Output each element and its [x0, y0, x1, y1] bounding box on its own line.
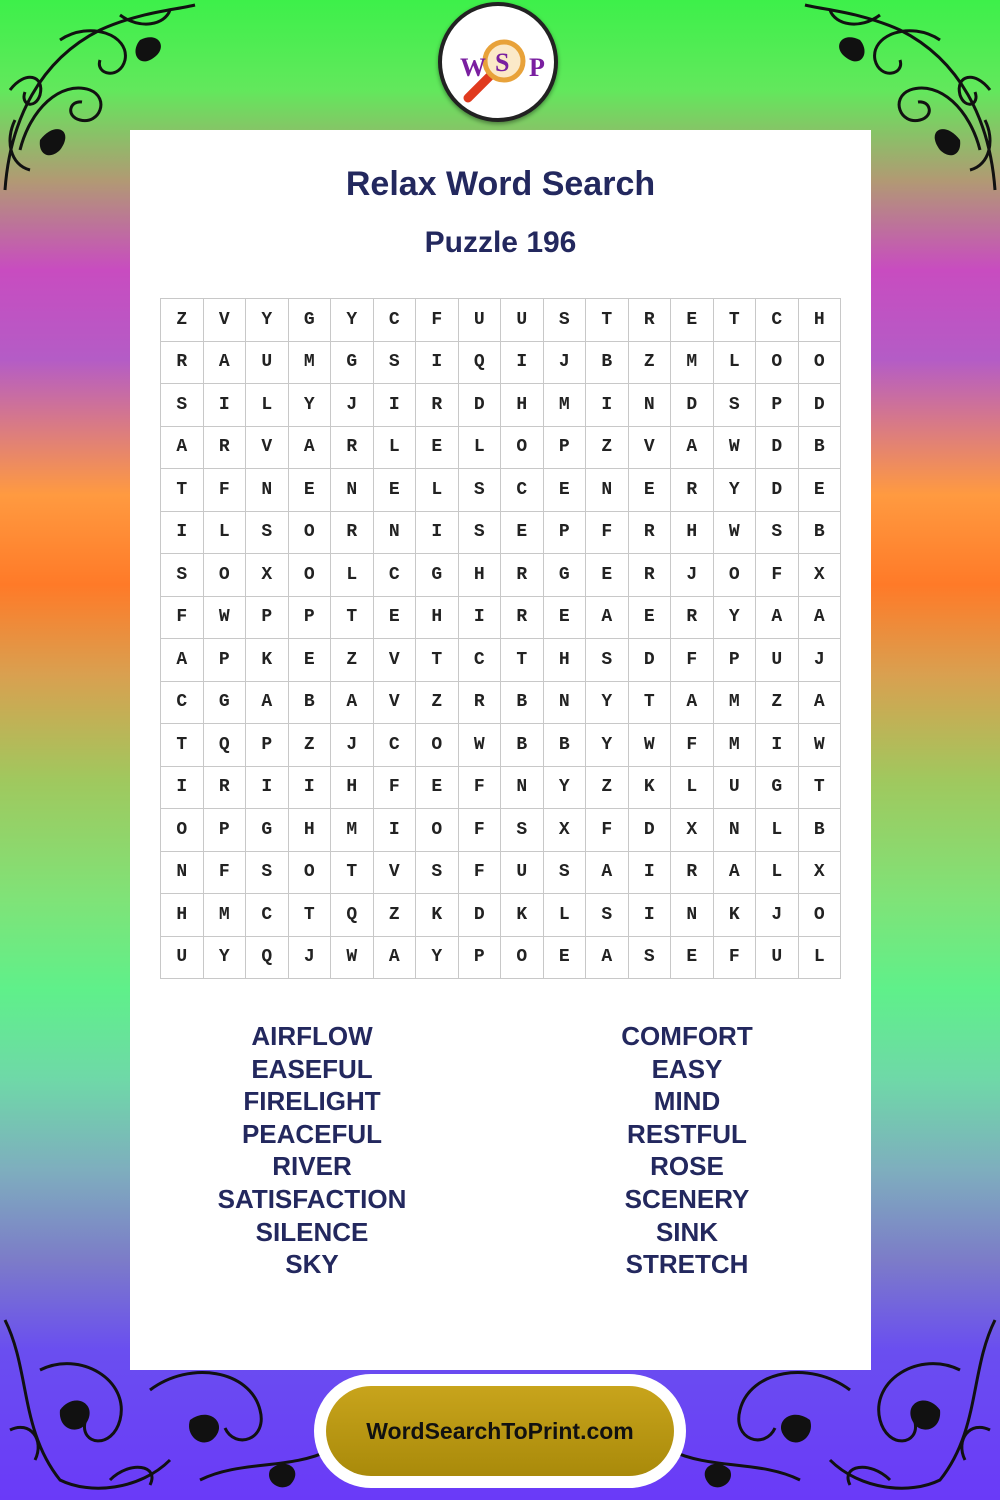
grid-cell[interactable]: T: [501, 639, 544, 682]
grid-cell[interactable]: E: [544, 597, 587, 640]
grid-cell[interactable]: U: [501, 852, 544, 895]
grid-cell[interactable]: P: [289, 597, 332, 640]
grid-cell[interactable]: G: [331, 342, 374, 385]
grid-cell[interactable]: O: [756, 342, 799, 385]
grid-cell[interactable]: E: [289, 639, 332, 682]
grid-cell[interactable]: U: [161, 937, 204, 980]
grid-cell[interactable]: Z: [331, 639, 374, 682]
logo-letter-p: P: [529, 53, 545, 82]
grid-cell[interactable]: M: [289, 342, 332, 385]
grid-cell[interactable]: H: [501, 384, 544, 427]
grid-cell[interactable]: E: [544, 937, 587, 980]
word-item: SCENERY: [624, 1183, 750, 1214]
grid-cell[interactable]: L: [544, 894, 587, 937]
grid-cell[interactable]: A: [714, 852, 757, 895]
grid-cell[interactable]: N: [501, 767, 544, 810]
grid-cell[interactable]: O: [289, 512, 332, 555]
grid-cell[interactable]: T: [331, 597, 374, 640]
grid-cell[interactable]: W: [331, 937, 374, 980]
grid-cell[interactable]: G: [756, 767, 799, 810]
grid-cell[interactable]: T: [586, 299, 629, 342]
grid-cell[interactable]: Y: [289, 384, 332, 427]
grid-cell[interactable]: L: [756, 852, 799, 895]
grid-cell[interactable]: P: [246, 724, 289, 767]
grid-cell[interactable]: W: [799, 724, 842, 767]
grid-cell[interactable]: I: [416, 512, 459, 555]
grid-cell[interactable]: E: [799, 469, 842, 512]
grid-cell[interactable]: A: [246, 682, 289, 725]
grid-cell[interactable]: F: [586, 512, 629, 555]
grid-cell[interactable]: T: [331, 852, 374, 895]
grid-cell[interactable]: R: [629, 512, 672, 555]
grid-cell[interactable]: T: [799, 767, 842, 810]
grid-cell[interactable]: B: [799, 427, 842, 470]
grid-cell[interactable]: I: [204, 384, 247, 427]
grid-cell[interactable]: J: [799, 639, 842, 682]
word-item: SKY: [285, 1249, 339, 1280]
grid-cell[interactable]: Z: [586, 427, 629, 470]
word-item: COMFORT: [621, 1021, 753, 1051]
grid-cell[interactable]: R: [629, 299, 672, 342]
grid-cell[interactable]: E: [544, 469, 587, 512]
grid-cell[interactable]: N: [586, 469, 629, 512]
grid-cell[interactable]: K: [416, 894, 459, 937]
grid-cell[interactable]: C: [374, 299, 417, 342]
word-list-right: [537, 1020, 837, 1281]
grid-cell[interactable]: P: [204, 809, 247, 852]
grid-cell[interactable]: S: [416, 852, 459, 895]
grid-cell[interactable]: Q: [331, 894, 374, 937]
grid-cell[interactable]: S: [374, 342, 417, 385]
grid-cell[interactable]: Y: [416, 937, 459, 980]
grid-cell[interactable]: L: [756, 809, 799, 852]
grid-cell[interactable]: O: [501, 937, 544, 980]
grid-cell[interactable]: L: [204, 512, 247, 555]
grid-cell[interactable]: S: [161, 384, 204, 427]
grid-cell[interactable]: L: [331, 554, 374, 597]
grid-cell[interactable]: K: [629, 767, 672, 810]
grid-cell[interactable]: E: [629, 469, 672, 512]
page-title: Relax Word Search: [345, 165, 656, 203]
grid-cell[interactable]: N: [246, 469, 289, 512]
grid-cell[interactable]: U: [459, 299, 502, 342]
logo-letter-s: S: [495, 48, 510, 77]
grid-cell[interactable]: S: [714, 384, 757, 427]
word-item: FIRELIGHT: [243, 1086, 381, 1117]
grid-cell[interactable]: R: [204, 427, 247, 470]
grid-cell[interactable]: D: [756, 469, 799, 512]
grid-cell[interactable]: S: [544, 852, 587, 895]
grid-cell[interactable]: J: [544, 342, 587, 385]
grid-cell[interactable]: S: [161, 554, 204, 597]
grid-cell[interactable]: R: [501, 597, 544, 640]
grid-cell[interactable]: B: [501, 682, 544, 725]
grid-cell[interactable]: F: [204, 852, 247, 895]
grid-cell[interactable]: T: [714, 299, 757, 342]
grid-cell[interactable]: B: [544, 724, 587, 767]
grid-cell[interactable]: O: [204, 554, 247, 597]
grid-cell[interactable]: M: [331, 809, 374, 852]
grid-cell[interactable]: Y: [586, 724, 629, 767]
grid-cell[interactable]: J: [331, 724, 374, 767]
grid-cell[interactable]: R: [671, 597, 714, 640]
grid-cell[interactable]: E: [374, 597, 417, 640]
grid-cell[interactable]: D: [629, 639, 672, 682]
grid-cell[interactable]: O: [799, 342, 842, 385]
magnifier-icon: [442, 6, 554, 118]
word-item: STRETCH: [625, 1249, 749, 1280]
grid-cell[interactable]: I: [416, 342, 459, 385]
grid-cell[interactable]: R: [331, 427, 374, 470]
grid-cell[interactable]: M: [714, 682, 757, 725]
word-item: ROSE: [650, 1151, 724, 1182]
grid-cell[interactable]: H: [161, 894, 204, 937]
grid-cell[interactable]: R: [629, 554, 672, 597]
grid-cell[interactable]: P: [544, 427, 587, 470]
grid-cell[interactable]: Q: [459, 342, 502, 385]
grid-cell[interactable]: W: [204, 597, 247, 640]
grid-cell[interactable]: F: [586, 809, 629, 852]
grid-cell[interactable]: L: [246, 384, 289, 427]
word-item: EASY: [651, 1053, 723, 1084]
grid-cell[interactable]: R: [416, 384, 459, 427]
grid-cell[interactable]: Y: [586, 682, 629, 725]
grid-cell[interactable]: Y: [204, 937, 247, 980]
grid-cell[interactable]: A: [161, 427, 204, 470]
grid-cell[interactable]: V: [204, 299, 247, 342]
grid-cell[interactable]: S: [756, 512, 799, 555]
grid-cell[interactable]: L: [416, 469, 459, 512]
grid-cell[interactable]: Y: [246, 299, 289, 342]
grid-cell[interactable]: W: [714, 512, 757, 555]
grid-cell[interactable]: K: [714, 894, 757, 937]
grid-cell[interactable]: T: [161, 469, 204, 512]
grid-cell[interactable]: Z: [289, 724, 332, 767]
grid-cell[interactable]: D: [459, 384, 502, 427]
word-item: SILENCE: [255, 1216, 369, 1247]
grid-cell[interactable]: L: [714, 342, 757, 385]
grid-cell[interactable]: H: [799, 299, 842, 342]
grid-cell[interactable]: L: [374, 427, 417, 470]
grid-cell[interactable]: F: [756, 554, 799, 597]
grid-cell[interactable]: A: [374, 937, 417, 980]
grid-cell[interactable]: R: [501, 554, 544, 597]
grid-cell[interactable]: Y: [714, 597, 757, 640]
grid-cell[interactable]: X: [246, 554, 289, 597]
grid-cell[interactable]: C: [459, 639, 502, 682]
grid-cell[interactable]: B: [799, 809, 842, 852]
grid-cell[interactable]: A: [671, 427, 714, 470]
grid-cell[interactable]: T: [629, 682, 672, 725]
grid-cell[interactable]: Z: [756, 682, 799, 725]
grid-cell[interactable]: J: [331, 384, 374, 427]
grid-cell[interactable]: I: [586, 384, 629, 427]
grid-cell[interactable]: U: [714, 767, 757, 810]
grid-cell[interactable]: B: [799, 512, 842, 555]
grid-cell[interactable]: X: [671, 809, 714, 852]
grid-cell[interactable]: J: [671, 554, 714, 597]
grid-cell[interactable]: G: [416, 554, 459, 597]
grid-cell[interactable]: N: [374, 512, 417, 555]
grid-cell[interactable]: F: [161, 597, 204, 640]
grid-cell[interactable]: Y: [714, 469, 757, 512]
grid-cell[interactable]: W: [714, 427, 757, 470]
grid-cell[interactable]: S: [586, 894, 629, 937]
grid-cell[interactable]: L: [459, 427, 502, 470]
grid-cell[interactable]: A: [586, 852, 629, 895]
word-item: SINK: [655, 1216, 719, 1247]
grid-cell[interactable]: S: [246, 852, 289, 895]
grid-cell[interactable]: E: [671, 937, 714, 980]
grid-cell[interactable]: I: [374, 809, 417, 852]
grid-cell[interactable]: Z: [161, 299, 204, 342]
grid-cell[interactable]: E: [629, 597, 672, 640]
grid-cell[interactable]: Q: [204, 724, 247, 767]
grid-cell[interactable]: N: [671, 894, 714, 937]
grid-cell[interactable]: Y: [544, 767, 587, 810]
grid-cell[interactable]: C: [501, 469, 544, 512]
grid-cell[interactable]: E: [586, 554, 629, 597]
grid-cell[interactable]: I: [501, 342, 544, 385]
grid-cell[interactable]: F: [714, 937, 757, 980]
grid-cell[interactable]: P: [544, 512, 587, 555]
grid-cell[interactable]: N: [331, 469, 374, 512]
grid-cell[interactable]: C: [756, 299, 799, 342]
grid-cell[interactable]: F: [671, 724, 714, 767]
grid-cell[interactable]: N: [629, 384, 672, 427]
grid-cell[interactable]: S: [459, 512, 502, 555]
grid-cell[interactable]: F: [374, 767, 417, 810]
grid-cell[interactable]: A: [289, 427, 332, 470]
grid-cell[interactable]: I: [289, 767, 332, 810]
puzzle-number: Puzzle 196: [424, 226, 577, 259]
grid-cell[interactable]: A: [161, 639, 204, 682]
grid-cell[interactable]: O: [289, 554, 332, 597]
grid-cell[interactable]: G: [204, 682, 247, 725]
grid-cell[interactable]: Z: [416, 682, 459, 725]
grid-cell[interactable]: T: [416, 639, 459, 682]
grid-cell[interactable]: J: [756, 894, 799, 937]
word-item: MIND: [653, 1086, 721, 1117]
logo-letter-w: W: [460, 53, 486, 82]
grid-cell[interactable]: V: [629, 427, 672, 470]
grid-cell[interactable]: V: [374, 852, 417, 895]
grid-cell[interactable]: S: [586, 639, 629, 682]
grid-cell[interactable]: F: [459, 809, 502, 852]
grid-cell[interactable]: I: [756, 724, 799, 767]
grid-cell[interactable]: N: [714, 809, 757, 852]
grid-cell[interactable]: G: [246, 809, 289, 852]
grid-cell[interactable]: Y: [331, 299, 374, 342]
grid-cell[interactable]: A: [756, 597, 799, 640]
grid-cell[interactable]: E: [416, 767, 459, 810]
grid-cell[interactable]: I: [459, 597, 502, 640]
grid-cell[interactable]: O: [416, 809, 459, 852]
grid-cell[interactable]: O: [289, 852, 332, 895]
grid-cell[interactable]: P: [714, 639, 757, 682]
grid-cell[interactable]: E: [289, 469, 332, 512]
grid-cell[interactable]: H: [416, 597, 459, 640]
grid-cell[interactable]: R: [204, 767, 247, 810]
grid-cell[interactable]: B: [289, 682, 332, 725]
grid-cell[interactable]: T: [289, 894, 332, 937]
grid-cell[interactable]: Q: [246, 937, 289, 980]
grid-cell[interactable]: I: [629, 894, 672, 937]
grid-cell[interactable]: P: [756, 384, 799, 427]
grid-cell[interactable]: U: [756, 639, 799, 682]
grid-cell[interactable]: G: [289, 299, 332, 342]
grid-cell[interactable]: H: [671, 512, 714, 555]
grid-cell[interactable]: S: [629, 937, 672, 980]
grid-cell[interactable]: N: [161, 852, 204, 895]
grid-cell[interactable]: A: [799, 682, 842, 725]
grid-cell[interactable]: S: [459, 469, 502, 512]
grid-cell[interactable]: P: [246, 597, 289, 640]
grid-cell[interactable]: X: [544, 809, 587, 852]
grid-cell[interactable]: S: [246, 512, 289, 555]
grid-cell[interactable]: C: [374, 724, 417, 767]
grid-cell[interactable]: I: [161, 512, 204, 555]
grid-cell[interactable]: M: [714, 724, 757, 767]
word-item: AIRFLOW: [251, 1021, 373, 1051]
grid-cell[interactable]: I: [246, 767, 289, 810]
footer-banner: [314, 1374, 686, 1488]
grid-cell[interactable]: I: [374, 384, 417, 427]
letter-grid: [160, 298, 841, 979]
grid-cell[interactable]: D: [629, 809, 672, 852]
grid-cell[interactable]: R: [459, 682, 502, 725]
grid-cell[interactable]: A: [799, 597, 842, 640]
word-item: EASEFUL: [251, 1053, 373, 1084]
grid-cell[interactable]: F: [671, 639, 714, 682]
grid-cell[interactable]: H: [331, 767, 374, 810]
grid-cell[interactable]: F: [459, 767, 502, 810]
grid-cell[interactable]: V: [374, 639, 417, 682]
grid-cell[interactable]: L: [799, 937, 842, 980]
grid-cell[interactable]: I: [161, 767, 204, 810]
grid-cell[interactable]: O: [161, 809, 204, 852]
grid-cell[interactable]: R: [671, 852, 714, 895]
site-link[interactable]: WordSearchToPrint.com: [326, 1386, 674, 1476]
grid-cell[interactable]: R: [671, 469, 714, 512]
grid-cell[interactable]: M: [204, 894, 247, 937]
grid-cell[interactable]: E: [374, 469, 417, 512]
grid-cell[interactable]: W: [459, 724, 502, 767]
grid-cell[interactable]: C: [246, 894, 289, 937]
grid-cell[interactable]: S: [501, 809, 544, 852]
grid-cell[interactable]: F: [416, 299, 459, 342]
grid-cell[interactable]: Z: [629, 342, 672, 385]
grid-cell[interactable]: V: [246, 427, 289, 470]
grid-cell[interactable]: W: [629, 724, 672, 767]
grid-cell[interactable]: G: [544, 554, 587, 597]
grid-cell[interactable]: F: [204, 469, 247, 512]
grid-cell[interactable]: P: [204, 639, 247, 682]
grid-cell[interactable]: H: [289, 809, 332, 852]
grid-cell[interactable]: C: [374, 554, 417, 597]
grid-cell[interactable]: X: [799, 852, 842, 895]
grid-cell[interactable]: D: [459, 894, 502, 937]
grid-cell[interactable]: O: [416, 724, 459, 767]
grid-cell[interactable]: S: [544, 299, 587, 342]
grid-cell[interactable]: V: [374, 682, 417, 725]
word-item: RIVER: [272, 1151, 352, 1182]
grid-cell[interactable]: E: [671, 299, 714, 342]
grid-cell[interactable]: A: [204, 342, 247, 385]
grid-cell[interactable]: Z: [586, 767, 629, 810]
grid-cell[interactable]: Z: [374, 894, 417, 937]
word-item: PEACEFUL: [241, 1118, 383, 1149]
grid-cell[interactable]: R: [331, 512, 374, 555]
grid-cell[interactable]: D: [671, 384, 714, 427]
grid-cell[interactable]: D: [756, 427, 799, 470]
grid-cell[interactable]: I: [629, 852, 672, 895]
grid-cell[interactable]: R: [161, 342, 204, 385]
grid-cell[interactable]: O: [799, 894, 842, 937]
grid-cell[interactable]: U: [246, 342, 289, 385]
grid-cell[interactable]: A: [331, 682, 374, 725]
grid-cell[interactable]: C: [161, 682, 204, 725]
grid-cell[interactable]: A: [671, 682, 714, 725]
grid-cell[interactable]: B: [586, 342, 629, 385]
grid-cell[interactable]: U: [501, 299, 544, 342]
grid-cell[interactable]: N: [544, 682, 587, 725]
grid-cell[interactable]: A: [586, 937, 629, 980]
grid-cell[interactable]: L: [671, 767, 714, 810]
grid-cell[interactable]: U: [756, 937, 799, 980]
word-list-left: [162, 1020, 462, 1281]
puzzle-sheet: [130, 130, 871, 1370]
word-item: RESTFUL: [627, 1118, 747, 1149]
grid-cell[interactable]: X: [799, 554, 842, 597]
wsp-logo: [438, 2, 558, 122]
grid-cell[interactable]: B: [501, 724, 544, 767]
grid-cell[interactable]: O: [714, 554, 757, 597]
grid-cell[interactable]: E: [416, 427, 459, 470]
word-item: SATISFACTION: [217, 1183, 407, 1214]
grid-cell[interactable]: M: [544, 384, 587, 427]
grid-cell[interactable]: H: [544, 639, 587, 682]
grid-cell[interactable]: O: [501, 427, 544, 470]
grid-cell[interactable]: K: [246, 639, 289, 682]
grid-cell[interactable]: J: [289, 937, 332, 980]
grid-cell[interactable]: K: [501, 894, 544, 937]
grid-cell[interactable]: T: [161, 724, 204, 767]
grid-cell[interactable]: M: [671, 342, 714, 385]
grid-cell[interactable]: P: [459, 937, 502, 980]
grid-cell[interactable]: F: [459, 852, 502, 895]
grid-cell[interactable]: A: [586, 597, 629, 640]
grid-cell[interactable]: H: [459, 554, 502, 597]
grid-cell[interactable]: E: [501, 512, 544, 555]
grid-cell[interactable]: D: [799, 384, 842, 427]
